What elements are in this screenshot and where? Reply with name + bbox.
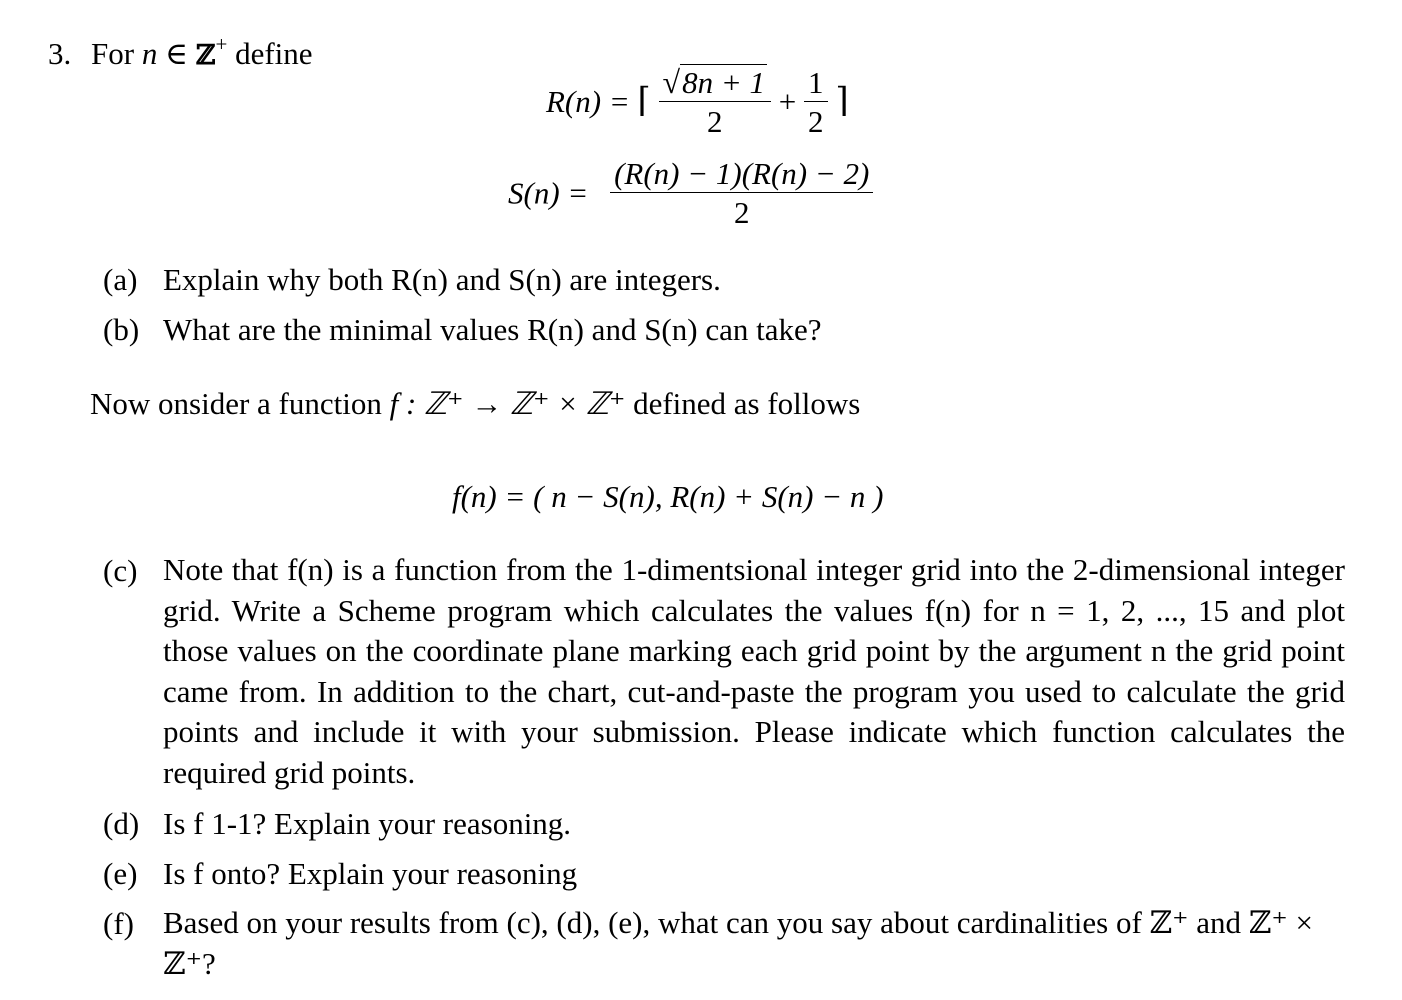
part-b-text: What are the minimal values R(n) and S(n) can take?	[163, 312, 822, 347]
part-label: (c)	[103, 553, 138, 588]
r-den: 2	[659, 101, 771, 137]
part-label: (b)	[103, 312, 140, 347]
function-intro: Now onsider a function f : ℤ⁺ → ℤ⁺ × ℤ⁺ defined as follows	[90, 386, 861, 421]
problem-number: 3.	[48, 36, 72, 71]
part-label: (d)	[103, 806, 140, 841]
s-definition	[508, 158, 873, 228]
part-label: (e)	[103, 856, 138, 891]
r-definition: R(n) = ⌈ $\frac{√8n + 1}{2}$ + $\frac{1}{2}$ ⌉	[546, 64, 849, 139]
part-label: (a)	[103, 262, 138, 297]
s-lhs: S(n) =	[508, 175, 589, 211]
part-e-text: Is f onto? Explain your reasoning	[163, 856, 578, 891]
function-definition: f(n) = ( n − S(n), R(n) + S(n) − n )	[452, 479, 884, 514]
s-den: 2	[610, 192, 873, 228]
part-a-text: Explain why both R(n) and S(n) are integers.	[163, 262, 721, 297]
function-signature: f : ℤ⁺ → ℤ⁺ × ℤ⁺	[389, 386, 626, 421]
problem-header: 3. For n ∈ ℤ+ define	[48, 32, 313, 71]
part-d-text: Is f 1-1? Explain your reasoning.	[163, 806, 572, 841]
r-half-fraction: $\frac{1}{2}$	[804, 67, 828, 137]
s-num: (R(n) − 1)(R(n) − 2)	[614, 156, 870, 191]
r-sqrt-fraction: $\frac{√8n + 1}{2}$	[659, 66, 771, 137]
part-f-text: Based on your results from (c), (d), (e), what can you say about cardinalities of ℤ⁺ and ℤ⁺ × ℤ⁺?	[163, 905, 1313, 981]
r-lhs: R(n) =	[546, 84, 630, 119]
part-c-text: Note that f(n) is a function from the 1-dimentsional integer grid into the 2-dimensional integer grid. Write a Scheme program which calculates the values f(n) for n = 1, 2, ..., 15 and plot those values on the coordinate plane marking each grid point by the argument n the grid point came from. In addition to the chart, cut-and-paste the program you used to calculate the grid points and include it with your submission. Please indicate which function calculates the required grid points.	[163, 552, 1345, 790]
s-fraction	[610, 158, 873, 228]
r-sqrt-arg: 8n + 1	[682, 65, 766, 100]
part-label: (f)	[103, 906, 134, 941]
